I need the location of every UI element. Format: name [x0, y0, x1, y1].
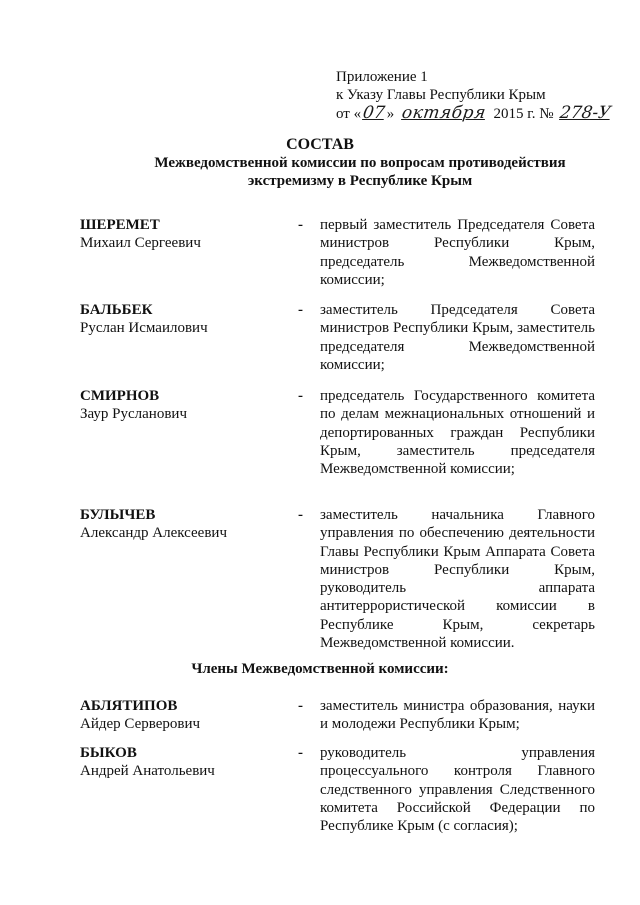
member-dash: - [298, 217, 303, 233]
member-role: заместитель начальника Главного управления по обеспечению деятельности Главы Республики Крым Аппарата Совета министров Республики Крым, руководитель аппарата антитеррористической комиссии в Республике Крым, секретарь Межведомственной комиссии. [320, 507, 595, 652]
member-surname: БЫКОВ [80, 745, 137, 761]
member-dash: - [298, 388, 303, 404]
handwritten-day: 07 [361, 103, 387, 123]
member-surname: ШЕРЕМЕТ [80, 217, 160, 233]
appendix-date-mid: » [386, 106, 395, 122]
member-role: председатель Государственного комитета по делам межнациональных отношений и депортированных граждан Республики Крым, заместитель председателя Межведомственной комиссии; [320, 388, 595, 478]
appendix-line2: к Указу Главы Республики Крым [336, 87, 546, 103]
member-role: заместитель министра образования, науки и молодежи Республики Крым; [320, 698, 595, 733]
members-heading: Члены Межведомственной комиссии: [191, 661, 449, 677]
appendix-date-prefix: от « [336, 106, 362, 122]
appendix-line1: Приложение 1 [336, 69, 428, 85]
appendix-block [336, 68, 626, 123]
appendix-line3 [336, 104, 626, 123]
member-given-name: Руслан Исмаилович [80, 320, 208, 336]
member-dash: - [298, 745, 303, 761]
member-given-name: Айдер Серверович [80, 716, 201, 732]
member-role: заместитель Председателя Совета министров Республики Крым, заместитель председателя Межведомственной комиссии; [320, 302, 595, 373]
document-subtitle [120, 154, 600, 190]
member-surname: СМИРНОВ [80, 388, 160, 404]
member-role: руководитель управления процессуального контроля Главного следственного управления Следственного комитета Российской Федерации по Республике Крым (с согласия); [320, 745, 595, 835]
document-title: СОСТАВ [286, 136, 354, 153]
member-surname: АБЛЯТИПОВ [80, 698, 178, 714]
member-role: первый заместитель Председателя Совета министров Республики Крым, председатель Межведомственной комиссии; [320, 217, 595, 288]
member-dash: - [298, 507, 303, 523]
member-given-name: Андрей Анатольевич [80, 763, 215, 779]
member-given-name: Александр Алексеевич [80, 525, 227, 541]
subtitle-line-2: экстремизму в Республике Крым [247, 173, 473, 189]
member-given-name: Михаил Сергеевич [80, 235, 201, 251]
subtitle-line-1: Межведомственной комиссии по вопросам противодействия [154, 155, 566, 171]
handwritten-month: октября [400, 103, 488, 123]
handwritten-number: 278-У [558, 103, 613, 123]
member-surname: БАЛЬБЕК [80, 302, 153, 318]
member-dash: - [298, 698, 303, 714]
member-dash: - [298, 302, 303, 318]
appendix-year: 2015 г. № [493, 106, 554, 122]
member-surname: БУЛЫЧЕВ [80, 507, 156, 523]
member-given-name: Заур Русланович [80, 406, 187, 422]
